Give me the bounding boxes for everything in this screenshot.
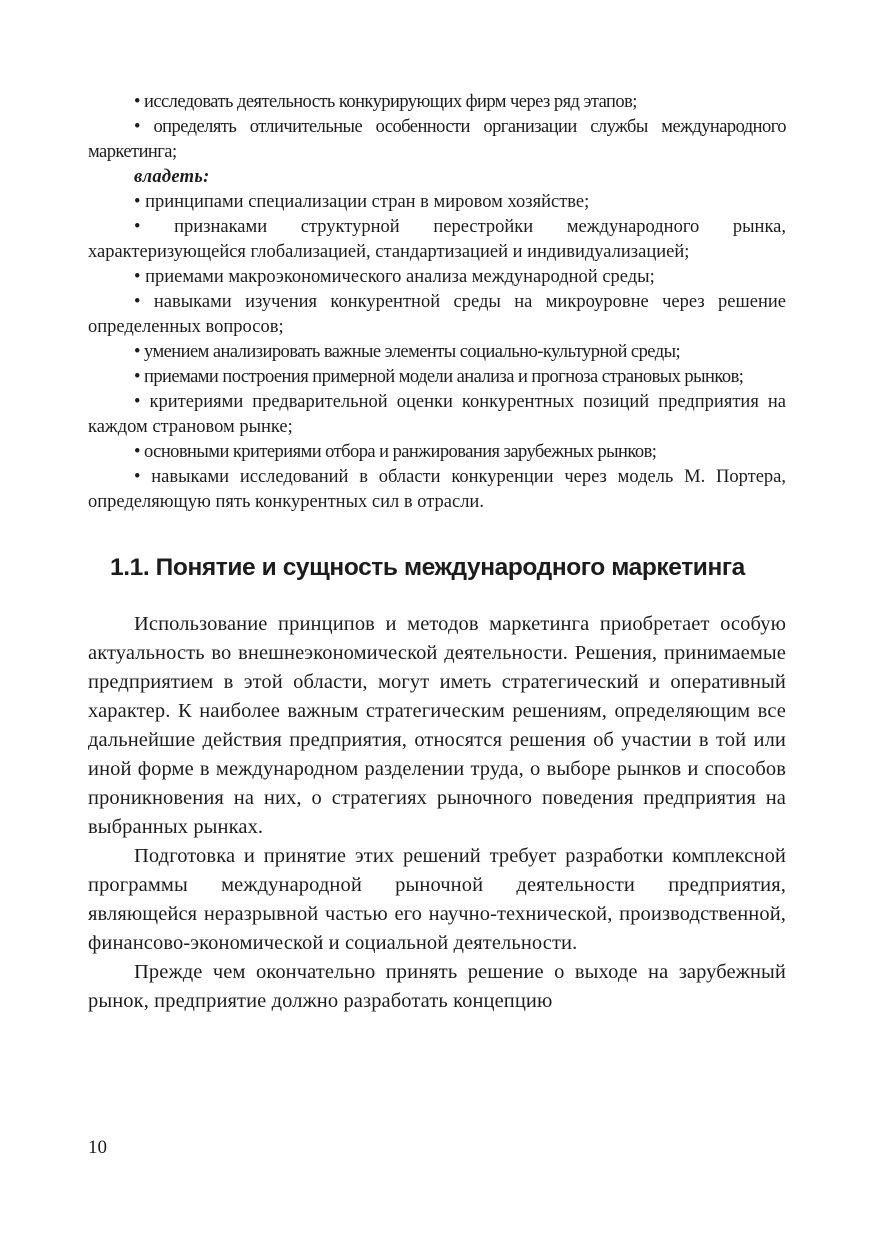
list-item: • приемами построения примерной модели анализа и прогноза страновых рынков; — [134, 367, 744, 387]
list-item: • критериями предварительной оценки конкурентных позиций предприятия на каждом страновом рынке; — [88, 392, 786, 437]
list-item: • умением анализировать важные элементы социально-культурной среды; — [134, 342, 681, 362]
list-item: • навыками изучения конкурентной среды на микроуровне через решение определенных вопросов; — [88, 292, 786, 337]
list-item: • основными критериями отбора и ранжирования зарубежных рынков; — [134, 442, 657, 462]
body-paragraph: Подготовка и принятие этих решений требует разработки комплексной программы международной рыночной деятельности предприятия, являющейся неразрывной частью его научно-технической, производственной, финансово-экономической и социальной деятельности. — [88, 845, 786, 954]
list-item: • признаками структурной перестройки международного рынка, характеризующейся глобализацией, стандартизацией и индивидуализацией; — [88, 217, 786, 262]
body-paragraph: Использование принципов и методов маркетинга приобретает особую актуальность во внешнеэкономической деятельности. Решения, принимаемые предприятием в этой области, могут иметь стратегический и оперативный характер. К наиболее важным стратегическим решениям, определяющим все дальнейшие действия предприятия, относятся решения об участии в той или иной форме в международном разделении труда, о выборе рынков и способов проникновения на них, о стратегиях рыночного поведения предприятия на выбранных рынках. — [88, 613, 786, 838]
list-item: • принципами специализации стран в мировом хозяйстве; — [134, 192, 590, 212]
list-subheading: владеть: — [134, 167, 210, 187]
list-item: • навыками исследований в области конкуренции через модель М. Портера, определяющую пять конкурентных сил в отрасли. — [88, 467, 786, 512]
section-body — [88, 610, 786, 1016]
list-item: • определять отличительные особенности организации службы международного маркетинга; — [88, 117, 786, 162]
page-content — [88, 90, 786, 1016]
page-number: 10 — [88, 1137, 107, 1158]
body-paragraph: Прежде чем окончательно принять решение о выходе на зарубежный рынок, предприятие должно разработать концепцию — [88, 961, 786, 1012]
list-item: • приемами макроэкономического анализа международной среды; — [134, 267, 655, 287]
competency-list — [88, 90, 786, 515]
list-item: • исследовать деятельность конкурирующих фирм через ряд этапов; — [134, 92, 637, 112]
section-heading: 1.1. Понятие и сущность международного маркетинга — [110, 554, 745, 581]
